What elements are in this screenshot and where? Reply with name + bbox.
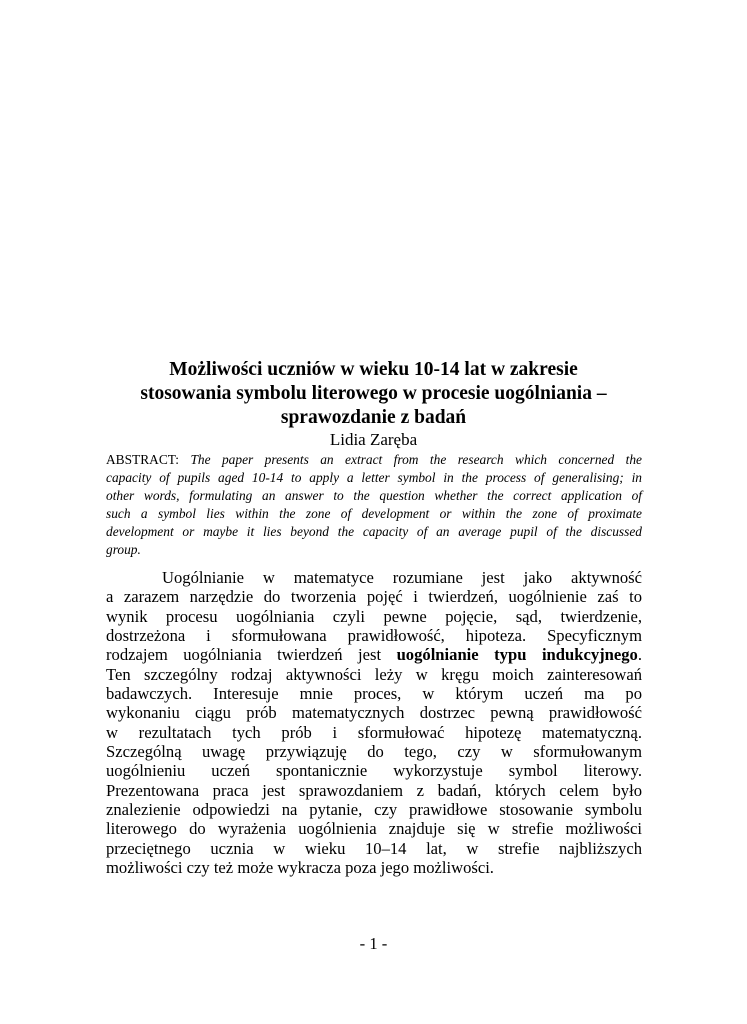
paragraph-line: literowego do wyrażenia uogólnienia znajduje się w strefie możliwości	[106, 819, 642, 839]
paragraph-line: wykonaniu ciągu prób matematycznych dostrzec pewną prawidłowość	[106, 703, 642, 723]
paragraph-line: Szczególną uwagę przywiązuję do tego, czy w sformułowanym	[106, 742, 642, 762]
title-line: sprawozdanie z badań	[280, 407, 467, 428]
paragraph-line: przeciętnego ucznia w wieku 10–14 lat, w strefie najbliższych	[106, 838, 642, 858]
paragraph-line: Prezentowana praca jest sprawozdaniem z badań, których celem było	[106, 780, 642, 800]
page-number: - 1 -	[359, 934, 388, 953]
abstract-line: other words, formulating an answer to the question whether the correct application of	[106, 488, 642, 503]
paragraph-line: badawczych. Interesuje mnie proces, w którym uczeń ma po	[106, 684, 642, 704]
paragraph-line: znalezienie odpowiedzi na pytanie, czy prawidłowe stosowanie symbolu	[106, 800, 642, 820]
title-line: Możliwości uczniów w wieku 10-14 lat w zakresie	[169, 359, 578, 380]
paragraph-text: .	[637, 645, 642, 665]
abstract-text: The paper presents an extract from the research which concerned the	[190, 452, 642, 467]
paragraph-text: rodzajem uogólniania twierdzeń jest	[106, 645, 397, 665]
body-paragraph	[106, 568, 642, 878]
paragraph-line: dostrzeżona i sformułowana prawidłowość, hipoteza. Specyficznym	[106, 626, 642, 646]
abstract-line: capacity of pupils aged 10-14 to apply a letter symbol in the process of generalising; in	[106, 470, 642, 485]
paragraph-line	[106, 645, 642, 664]
paragraph-line: w rezultatach tych prób i sformułować hipotezę matematyczną.	[106, 722, 642, 742]
abstract-line: such a symbol lies within the zone of development or within the zone of proximate	[106, 506, 642, 521]
abstract-line: group.	[106, 542, 141, 557]
paragraph-line: Ten szczególny rodzaj aktywności leży w kręgu moich zainteresowań	[106, 664, 642, 684]
author-name: Lidia Zaręba	[329, 430, 418, 449]
abstract-line	[106, 451, 642, 469]
paragraph-line: wynik procesu uogólniania czyli pewne pojęcie, sąd, twierdzenie,	[106, 606, 642, 626]
emphasized-term: uogólnianie typu indukcyjnego	[396, 645, 638, 665]
paragraph-line: możliwości czy też może wykracza poza jego możliwości.	[106, 858, 494, 878]
abstract-label: ABSTRACT:	[106, 452, 179, 467]
paper-title	[100, 358, 647, 430]
paragraph-line: Uogólnianie w matematyce rozumiane jest jako aktywność	[162, 568, 642, 587]
abstract	[106, 451, 642, 559]
title-line: stosowania symbolu literowego w procesie uogólniania –	[140, 383, 607, 404]
paragraph-line: uogólnieniu uczeń spontanicznie wykorzystuje symbol literowy.	[106, 761, 642, 781]
paragraph-line: a zarazem narzędzie do tworzenia pojęć i twierdzeń, uogólnienie zaś to	[106, 587, 642, 607]
abstract-line: development or maybe it lies beyond the capacity of an average pupil of the discussed	[106, 524, 642, 539]
